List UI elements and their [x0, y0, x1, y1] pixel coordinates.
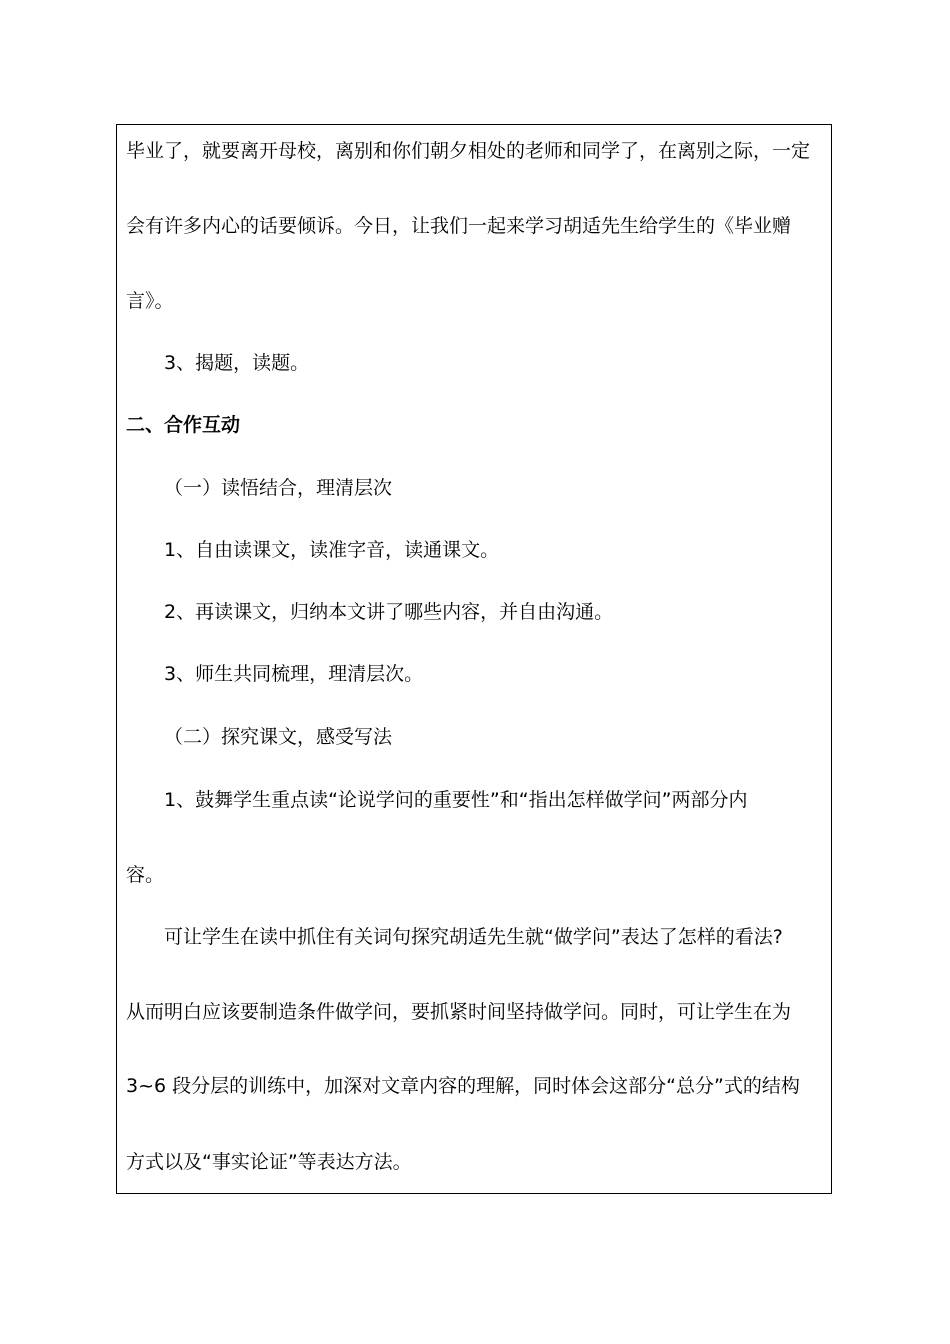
- paragraph-line: 3、师生共同梳理，理清层次。: [164, 663, 424, 685]
- paragraph-line: 2、再读课文，归纳本文讲了哪些内容，并自由沟通。: [164, 601, 614, 623]
- paragraph-line: 1、鼓舞学生重点读“论说学问的重要性”和“指出怎样做学问”两部分内: [164, 789, 748, 811]
- paragraph-line: 容。: [126, 864, 165, 886]
- subsection-heading: （二）探究课文，感受写法: [164, 726, 393, 748]
- paragraph-line: 1、自由读课文，读准字音，读通课文。: [164, 539, 500, 561]
- section-heading: 二、合作互动: [126, 414, 241, 436]
- paragraph-line: 可让学生在读中抓住有关词句探究胡适先生就“做学问”表达了怎样的看法?: [164, 926, 783, 948]
- paragraph-line: 言》。: [126, 290, 174, 312]
- paragraph-line: 会有许多内心的话要倾诉。今日，让我们一起来学习胡适先生给学生的《毕业赠: [126, 215, 792, 237]
- paragraph-line: 从而明白应该要制造条件做学问，要抓紧时间坚持做学问。同时，可让学生在为: [126, 1001, 792, 1023]
- document-table-cell: [116, 124, 832, 1194]
- paragraph-line: 3、揭题，读题。: [164, 352, 310, 374]
- subsection-heading: （一）读悟结合，理清层次: [164, 477, 393, 499]
- paragraph-line: 毕业了，就要离开母校，离别和你们朝夕相处的老师和同学了，在离别之际，一定: [126, 140, 811, 162]
- paragraph-line: 3~6 段分层的训练中，加深对文章内容的理解，同时体会这部分“总分”式的结构: [126, 1075, 800, 1097]
- paragraph-line: 方式以及“事实论证”等表达方法。: [126, 1151, 412, 1173]
